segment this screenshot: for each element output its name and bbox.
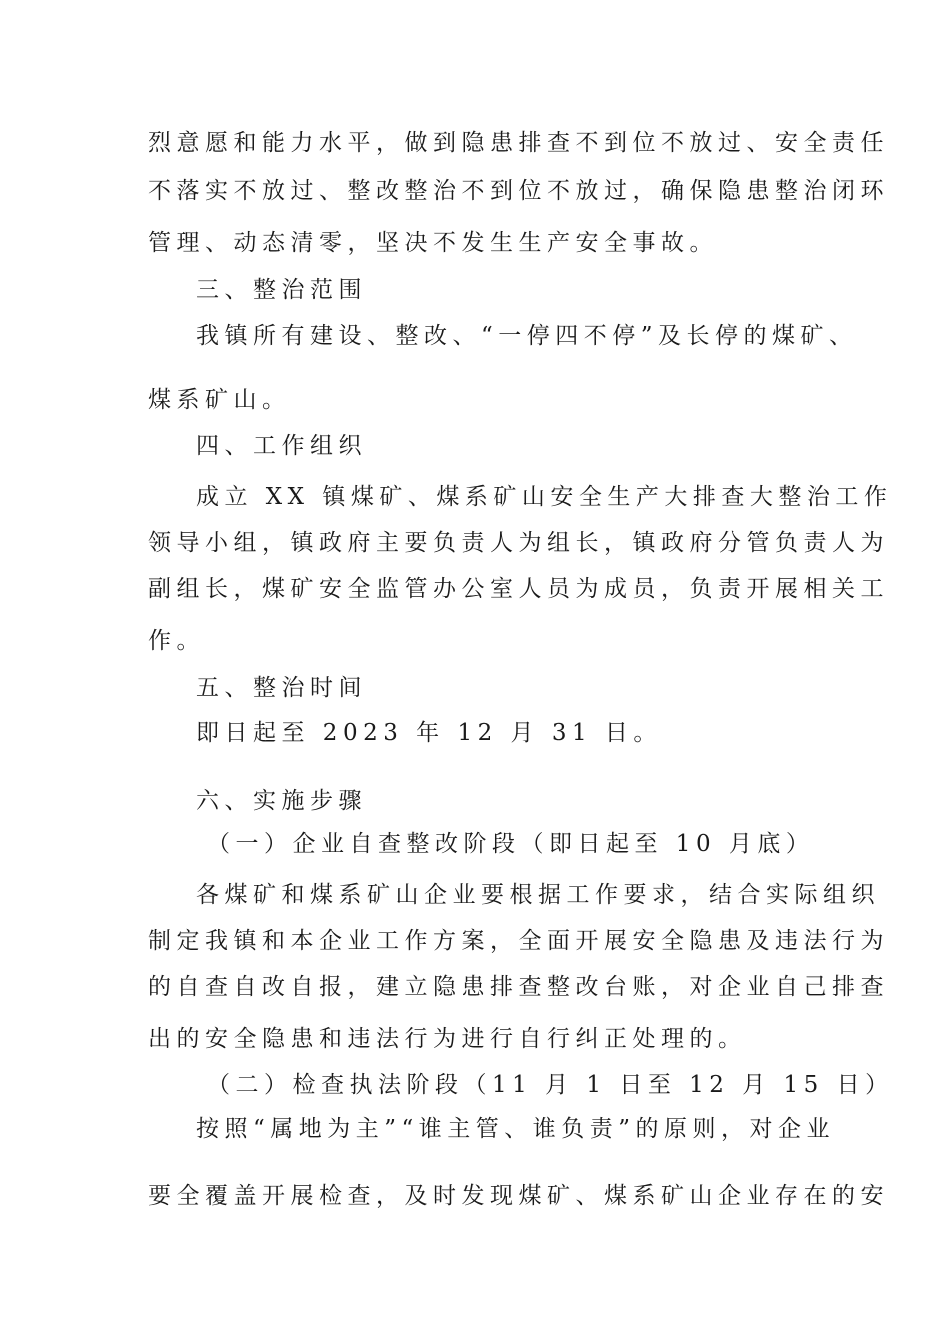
- body-text-line: 制定我镇和本企业工作方案，全面开展安全隐患及违法行为: [148, 928, 889, 954]
- body-text-line: 管理、动态清零，坚决不发生生产安全事故。: [148, 230, 718, 256]
- body-text-line: 我镇所有建设、整改、“一停四不停”及长停的煤矿、: [196, 323, 858, 349]
- body-text-line: 煤系矿山。: [148, 387, 291, 413]
- body-text-line: 不落实不放过、整改整治不到位不放过，确保隐患整治闭环: [148, 178, 889, 204]
- body-text-line: 成立 XX 镇煤矿、煤系矿山安全生产大排查大整治工作: [196, 484, 893, 510]
- body-text-line: 领导小组，镇政府主要负责人为组长，镇政府分管负责人为: [148, 530, 889, 556]
- body-text-line: 出的安全隐患和违法行为进行自行纠正处理的。: [148, 1026, 747, 1052]
- section-heading: 四、工作组织: [196, 433, 367, 459]
- subsection-heading: （一）企业自查整改阶段（即日起至 10 月底）: [207, 831, 815, 857]
- body-text-line: 烈意愿和能力水平，做到隐患排查不到位不放过、安全责任: [148, 130, 889, 156]
- section-heading: 五、整治时间: [196, 675, 367, 701]
- body-text-line: 要全覆盖开展检查，及时发现煤矿、煤系矿山企业存在的安: [148, 1183, 889, 1209]
- body-text-line: 即日起至 2023 年 12 月 31 日。: [196, 720, 662, 746]
- body-text-line: 副组长，煤矿安全监管办公室人员为成员，负责开展相关工: [148, 576, 889, 602]
- section-heading: 三、整治范围: [196, 277, 367, 303]
- body-text-line: 的自查自改自报，建立隐患排查整改台账，对企业自己排查: [148, 974, 889, 1000]
- subsection-heading: （二）检查执法阶段（11 月 1 日至 12 月 15 日）: [207, 1072, 894, 1098]
- body-text-line: 作。: [148, 628, 205, 654]
- body-text-line: 按照“属地为主”“谁主管、谁负责”的原则，对企业: [196, 1116, 836, 1142]
- body-text-line: 各煤矿和煤系矿山企业要根据工作要求，结合实际组织: [196, 882, 880, 908]
- section-heading: 六、实施步骤: [196, 788, 367, 814]
